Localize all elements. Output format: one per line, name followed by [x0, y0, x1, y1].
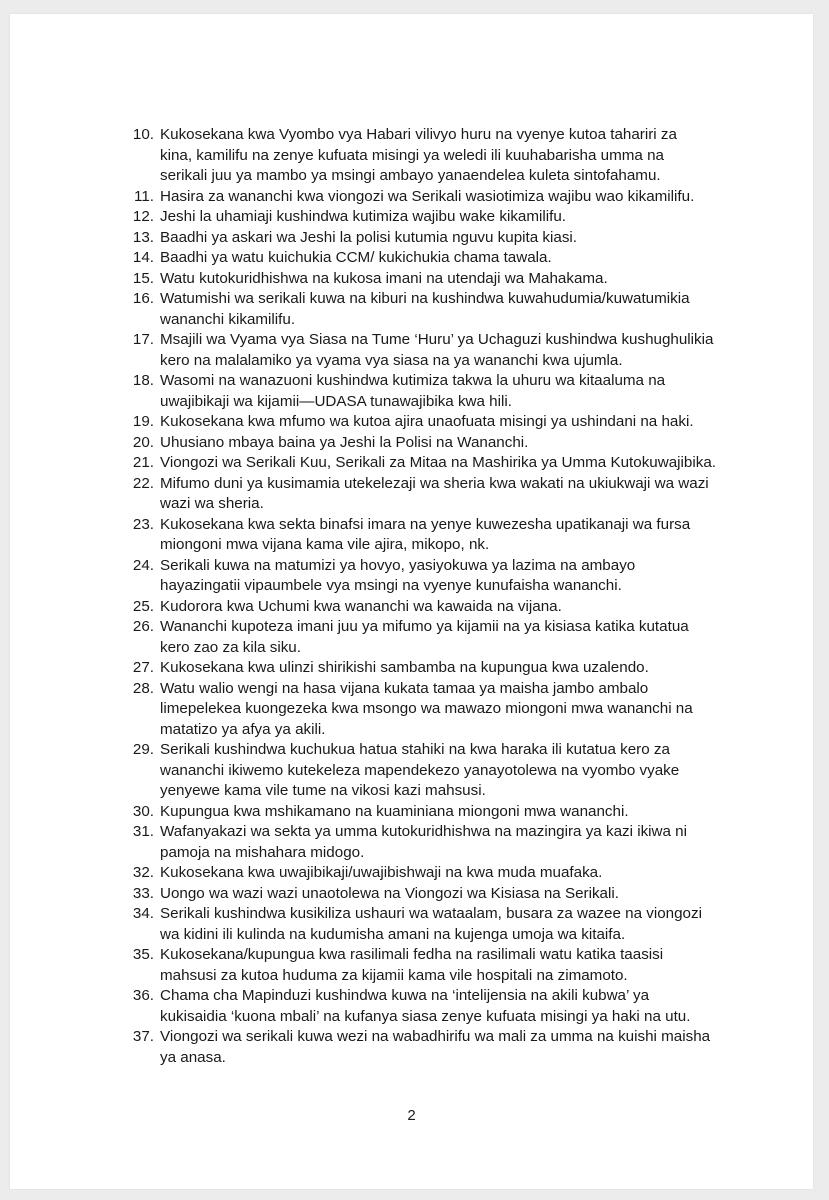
list-item: [130, 863, 770, 884]
item-text-line: Kupungua kwa mshikamano na kuaminiana miongoni mwa wananchi.: [160, 802, 629, 820]
item-text-line: Watu walio wengi na hasa vijana kukata tamaa ya maisha jambo ambalo: [160, 679, 649, 697]
item-text-line: Kukosekana kwa ulinzi shirikishi sambamba na kupungua kwa uzalendo.: [160, 659, 649, 676]
item-number: 22.: [132, 474, 154, 492]
item-text: [160, 330, 770, 371]
item-text: [160, 412, 770, 433]
item-number: 17.: [132, 331, 154, 348]
item-number: 16.: [132, 290, 154, 307]
item-text-line: ya anasa.: [160, 1048, 226, 1066]
item-text-line: uwajibikaji wa kijamii—UDASA tunawajibika kwa hili.: [160, 392, 512, 410]
item-text-line: Kukosekana kwa mfumo wa kutoa ajira unaofuata misingi ya ushindani na haki.: [160, 413, 694, 430]
item-text: [160, 433, 770, 454]
item-number: 20.: [132, 433, 154, 451]
item-text-line: Wananchi kupoteza imani juu ya mifumo ya kijamii na ya kisiasa katika kutatua: [160, 618, 689, 635]
item-text-line: Kukosekana/kupungua kwa rasilimali fedha na rasilimali watu katika taasisi: [160, 946, 664, 963]
item-text-line: Uongo wa wazi wazi unaotolewa na Viongozi wa Kisiasa na Serikali.: [160, 884, 619, 902]
item-text-line: Jeshi la uhamiaji kushindwa kutimiza wajibu wake kikamilifu.: [160, 208, 567, 225]
list-item: [130, 740, 770, 802]
list-item: [130, 207, 770, 228]
item-text-line: miongoni mwa vijana kama vile ajira, mikopo, nk.: [160, 536, 490, 553]
item-text-line: Wasomi na wanazuoni kushindwa kutimiza takwa la uhuru wa kitaaluma na: [160, 372, 666, 389]
item-number: 15.: [132, 269, 154, 287]
list-item: [130, 187, 770, 208]
list-item: [130, 904, 770, 945]
item-text-line: Viongozi wa Serikali Kuu, Serikali za Mitaa na Mashirika ya Umma Kutokuwajibika.: [160, 454, 716, 471]
item-text-line: matatizo ya afya ya akili.: [160, 720, 326, 738]
item-number: 34.: [132, 905, 154, 922]
item-number: 26.: [132, 618, 154, 635]
item-text: [160, 740, 770, 802]
item-number: 37.: [132, 1028, 154, 1045]
item-number: 28.: [132, 679, 154, 697]
item-text-line: Uhusiano mbaya baina ya Jeshi la Polisi na Wananchi.: [160, 433, 529, 451]
list-item: [130, 884, 770, 905]
item-text-line: serikali juu ya mambo ya msingi ambayo yanaendelea kuleta sintofahamu.: [160, 167, 661, 184]
item-number: 36.: [132, 987, 154, 1004]
item-text: [160, 617, 770, 658]
list-item: [130, 412, 770, 433]
item-text-line: kero na malalamiko ya vyama vya siasa na ya wananchi kwa ujumla.: [160, 351, 623, 369]
item-text-line: Kukosekana kwa uwajibikaji/uwajibishwaji na kwa muda muafaka.: [160, 864, 603, 881]
list-item: [130, 515, 770, 556]
item-text-line: pamoja na mishahara midogo.: [160, 843, 365, 861]
item-number: 33.: [132, 884, 154, 902]
item-text: [160, 269, 770, 290]
item-text-line: Baadhi ya watu kuichukia CCM/ kukichukia chama tawala.: [160, 249, 552, 266]
item-number: 11.: [134, 187, 154, 205]
list-item: [130, 330, 770, 371]
item-number: 32.: [132, 864, 154, 881]
page-number: 2: [407, 1107, 416, 1124]
item-text-line: Wafanyakazi wa sekta ya umma kutokuridhishwa na mazingira ya kazi ikiwa ni: [160, 823, 688, 840]
list-item: [130, 822, 770, 863]
item-text: [160, 453, 770, 474]
item-number: 27.: [132, 659, 154, 676]
list-item: [130, 945, 770, 986]
item-text-line: kukisaidia ‘kuona mbali’ na kufanya siasa zenye kufuata misingi ya haki na utu.: [160, 1007, 691, 1025]
list-item: [130, 1027, 770, 1068]
item-text-line: limepelekea kuongezeka kwa msongo wa mawazo miongoni mwa wananchi na: [160, 700, 693, 717]
item-text-line: kero zao za kila siku.: [160, 638, 301, 656]
item-number: 21.: [132, 454, 154, 471]
item-text: [160, 884, 770, 905]
list-item: [130, 802, 770, 823]
item-text-line: wa kidini ili kulinda na kudumisha amani na kujenga umoja wa kitaifa.: [160, 925, 626, 943]
item-text-line: yenyewe kama vile tume na vikosi kazi mahsusi.: [160, 782, 486, 799]
item-text: [160, 474, 770, 515]
item-number: 12.: [132, 208, 154, 225]
item-number: 10.: [132, 126, 154, 143]
list-item: [130, 453, 770, 474]
item-text-line: Kukosekana kwa sekta binafsi imara na yenye kuwezesha upatikanaji wa fursa: [160, 515, 691, 533]
item-text-line: wananchi ikiwemo kutekeleza mapendekezo yanayotolewa na vyombo vyake: [160, 761, 680, 779]
item-text: [160, 597, 770, 618]
list-item: [130, 228, 770, 249]
document-page: [10, 14, 813, 1189]
item-text: [160, 371, 770, 412]
item-number: 35.: [132, 946, 154, 963]
item-text-line: wananchi kikamilifu.: [160, 310, 296, 328]
list-item: [130, 597, 770, 618]
item-text-line: mahsusi za kutoa huduma za kijamii kama vile hospitali na zimamoto.: [160, 966, 628, 984]
list-item: [130, 679, 770, 741]
item-text: [160, 802, 770, 823]
item-text: [160, 658, 770, 679]
list-item: [130, 289, 770, 330]
item-text-line: Kudorora kwa Uchumi kwa wananchi wa kawaida na vijana.: [160, 597, 562, 615]
list-item: [130, 125, 770, 187]
item-number: 23.: [132, 515, 154, 533]
item-number: 31.: [132, 823, 154, 840]
item-number: 30.: [132, 802, 154, 820]
item-text: [160, 1027, 770, 1068]
item-text: [160, 863, 770, 884]
list-item: [130, 248, 770, 269]
item-text: [160, 228, 770, 249]
item-text: [160, 289, 770, 330]
item-text: [160, 125, 770, 187]
item-text-line: Chama cha Mapinduzi kushindwa kuwa na ‘intelijensia na akili kubwa’ ya: [160, 987, 650, 1004]
item-text-line: Kukosekana kwa Vyombo vya Habari vilivyo huru na vyenye kutoa tahariri za: [160, 126, 677, 143]
numbered-list: [130, 125, 770, 1068]
item-text-line: Serikali kushindwa kuchukua hatua stahiki na kwa haraka ili kutatua kero za: [160, 741, 670, 758]
list-item: [130, 371, 770, 412]
item-text: [160, 515, 770, 556]
item-text: [160, 904, 770, 945]
item-text-line: Watumishi wa serikali kuwa na kiburi na kushindwa kuwahudumia/kuwatumikia: [160, 290, 690, 307]
item-text-line: hayazingatii vipaumbele vya msingi na vyenye kunufaisha wananchi.: [160, 577, 622, 594]
item-text: [160, 556, 770, 597]
item-text-line: Serikali kushindwa kusikiliza ushauri wa wataalam, busara za wazee na viongozi: [160, 905, 702, 922]
item-text-line: kina, kamilifu na zenye kufuata misingi ya weledi ili kuuhabarisha umma na: [160, 146, 664, 164]
list-item: [130, 658, 770, 679]
item-text: [160, 679, 770, 741]
item-text: [160, 945, 770, 986]
item-text-line: Msajili wa Vyama vya Siasa na Tume ‘Huru’ ya Uchaguzi kushindwa kushughulikia: [160, 331, 714, 348]
item-text: [160, 187, 770, 208]
item-text-line: Viongozi wa serikali kuwa wezi na wabadhirifu wa mali za umma na kuishi maisha: [160, 1028, 711, 1045]
item-text: [160, 822, 770, 863]
item-text-line: Watu kutokuridhishwa na kukosa imani na utendaji wa Mahakama.: [160, 269, 608, 287]
list-item: [130, 433, 770, 454]
item-number: 13.: [132, 228, 154, 246]
item-number: 19.: [132, 413, 154, 430]
item-text-line: Serikali kuwa na matumizi ya hovyo, yasiyokuwa ya lazima na ambayo: [160, 556, 636, 574]
item-text-line: wazi wa sheria.: [160, 495, 264, 512]
item-number: 25.: [132, 597, 154, 615]
item-number: 24.: [132, 556, 154, 574]
item-number: 18.: [132, 372, 154, 389]
list-item: [130, 474, 770, 515]
item-text-line: Baadhi ya askari wa Jeshi la polisi kutumia nguvu kupita kiasi.: [160, 228, 578, 246]
item-text: [160, 986, 770, 1027]
item-number: 14.: [132, 249, 154, 266]
item-text-line: Hasira za wananchi kwa viongozi wa Serikali wasiotimiza wajibu wao kikamilifu.: [160, 187, 695, 205]
item-text-line: Mifumo duni ya kusimamia utekelezaji wa sheria kwa wakati na ukiukwaji wa wazi: [160, 474, 709, 492]
list-item: [130, 617, 770, 658]
item-text: [160, 207, 770, 228]
item-text: [160, 248, 770, 269]
list-item: [130, 986, 770, 1027]
list-item: [130, 269, 770, 290]
item-number: 29.: [132, 741, 154, 758]
list-item: [130, 556, 770, 597]
